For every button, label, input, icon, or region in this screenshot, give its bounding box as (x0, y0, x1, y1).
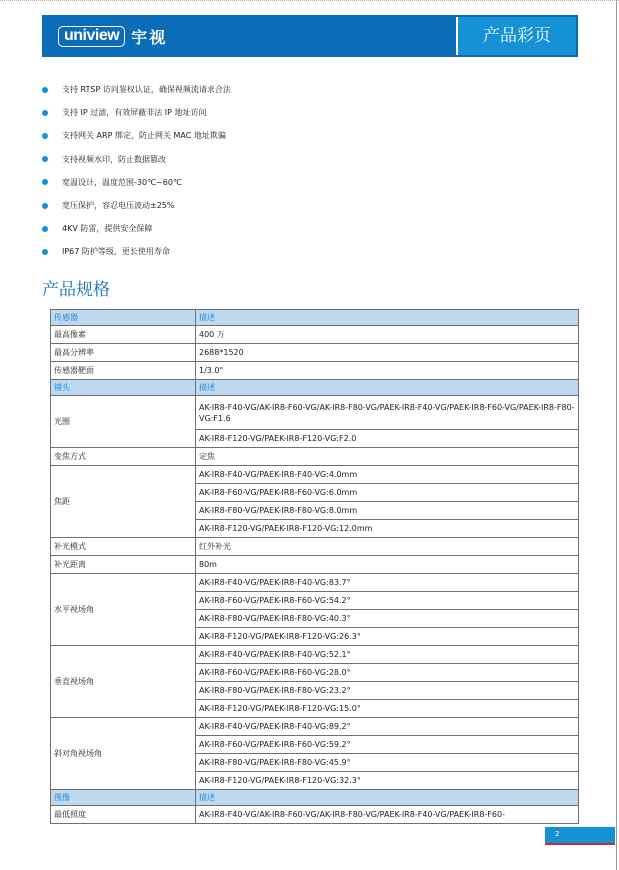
spec-value: 1/3.0" (196, 362, 579, 380)
table-header-cell: 描述 (196, 310, 579, 326)
feature-item (42, 124, 562, 147)
spec-value: AK-IR8-F40-VG/PAEK-IR8-F40-VG:4.0mm (196, 466, 579, 484)
page-number-bar (545, 827, 615, 844)
spec-value: AK-IR8-F60-VG/PAEK-IR8-F60-VG:54.2° (196, 592, 579, 610)
table-header-row (51, 790, 579, 806)
spec-label: 最高像素 (51, 326, 196, 344)
spec-value: AK-IR8-F40-VG/AK-IR8-F60-VG/AK-IR8-F80-VG/PAEK-IR8-F40-VG/PAEK-IR8-F60- (196, 806, 579, 824)
header-tab-product-brochure: 产品彩页 (456, 17, 576, 55)
table-header-cell: 描述 (196, 380, 579, 396)
header-banner (42, 15, 578, 57)
feature-text: 宽温设计，温度范围-30℃~60℃ (62, 177, 182, 187)
brand-logo (58, 25, 167, 48)
spec-value: 红外补光 (196, 538, 579, 556)
feature-text: 宽压保护，容忍电压波动±25% (62, 200, 175, 210)
table-row (51, 362, 579, 380)
spec-value: AK-IR8-F40-VG/PAEK-IR8-F40-VG:52.1° (196, 646, 579, 664)
table-row (51, 326, 579, 344)
feature-text: 支持 RTSP 访问鉴权认证，确保视频流请求合法 (62, 85, 231, 94)
spec-label: 斜对角视场角 (51, 718, 196, 790)
brand-name-cn: 宇视 (131, 28, 168, 47)
feature-item (42, 194, 562, 217)
table-row (51, 538, 579, 556)
table-row (51, 646, 579, 664)
spec-value: AK-IR8-F80-VG/PAEK-IR8-F80-VG:45.9° (196, 754, 579, 772)
table-row (51, 396, 579, 430)
bullet-dot-icon (42, 156, 48, 162)
table-header-cell: 描述 (196, 790, 579, 806)
section-title-specs: 产品规格 (42, 280, 110, 300)
page-top-border (0, 0, 619, 1)
table-row (51, 448, 579, 466)
table-row (51, 344, 579, 362)
bullet-dot-icon (42, 226, 48, 232)
spec-value: AK-IR8-F120-VG/PAEK-IR8-F120-VG:32.3° (196, 772, 579, 790)
spec-value: AK-IR8-F120-VG/PAEK-IR8-F120-VG:15.0° (196, 700, 579, 718)
table-row (51, 466, 579, 484)
bullet-dot-icon (42, 87, 48, 93)
page-number-underline (545, 843, 615, 845)
spec-value: AK-IR8-F60-VG/PAEK-IR8-F60-VG:28.0° (196, 664, 579, 682)
spec-value: AK-IR8-F80-VG/PAEK-IR8-F80-VG:8.0mm (196, 502, 579, 520)
page-number: 2 (555, 830, 560, 838)
spec-label: 水平视场角 (51, 574, 196, 646)
table-row (51, 556, 579, 574)
spec-value: AK-IR8-F120-VG/PAEK-IR8-F120-VG:F2.0 (196, 430, 579, 448)
feature-text: 4KV 防雷，提供安全保障 (62, 224, 153, 234)
feature-text: 支持网关 ARP 绑定，防止网关 MAC 地址欺骗 (62, 131, 226, 141)
feature-item (42, 78, 562, 101)
spec-label: 光圈 (51, 396, 196, 448)
feature-list (42, 78, 562, 264)
feature-item (42, 171, 562, 194)
spec-value: AK-IR8-F120-VG/PAEK-IR8-F120-VG:12.0mm (196, 520, 579, 538)
bullet-dot-icon (42, 133, 48, 139)
spec-value: AK-IR8-F80-VG/PAEK-IR8-F80-VG:23.2° (196, 682, 579, 700)
feature-item (42, 240, 562, 263)
spec-value: AK-IR8-F60-VG/PAEK-IR8-F60-VG:59.2° (196, 736, 579, 754)
feature-text: IP67 防护等级，更长使用寿命 (62, 247, 170, 257)
table-header-cell: 图像 (51, 790, 196, 806)
bullet-dot-icon (42, 179, 48, 185)
table-header-cell: 镜头 (51, 380, 196, 396)
spec-label: 垂直视场角 (51, 646, 196, 718)
feature-text: 支持视频水印，防止数据篡改 (62, 154, 166, 164)
feature-item (42, 101, 562, 124)
spec-label: 补光模式 (51, 538, 196, 556)
bullet-dot-icon (42, 249, 48, 255)
table-row (51, 718, 579, 736)
spec-value: AK-IR8-F40-VG/AK-IR8-F60-VG/AK-IR8-F80-VG/PAEK-IR8-F40-VG/PAEK-IR8-F60-VG/PAEK-IR8-F80-VG:F1.6 (196, 396, 579, 430)
uniview-logo: uniview (58, 26, 125, 47)
spec-value: AK-IR8-F60-VG/PAEK-IR8-F60-VG:6.0mm (196, 484, 579, 502)
spec-label: 变焦方式 (51, 448, 196, 466)
spec-value: AK-IR8-F120-VG/PAEK-IR8-F120-VG:26.3° (196, 628, 579, 646)
spec-value: 2688*1520 (196, 344, 579, 362)
spec-value: 定焦 (196, 448, 579, 466)
spec-label: 补光距离 (51, 556, 196, 574)
spec-label: 最高分辨率 (51, 344, 196, 362)
spec-value: 400 万 (196, 326, 579, 344)
feature-text: 支持 IP 过滤，有效屏蔽非法 IP 地址访问 (62, 108, 207, 118)
spec-label: 焦距 (51, 466, 196, 538)
spec-value: AK-IR8-F80-VG/PAEK-IR8-F80-VG:40.3° (196, 610, 579, 628)
page-right-border (616, 0, 617, 870)
table-header-row (51, 310, 579, 326)
table-header-row (51, 380, 579, 396)
spec-label: 传感器靶面 (51, 362, 196, 380)
table-header-cell: 传感器 (51, 310, 196, 326)
spec-label: 最低照度 (51, 806, 196, 824)
feature-item (42, 217, 562, 240)
spec-table (50, 309, 579, 824)
spec-value: 80m (196, 556, 579, 574)
spec-value: AK-IR8-F40-VG/PAEK-IR8-F40-VG:89.2° (196, 718, 579, 736)
spec-value: AK-IR8-F40-VG/PAEK-IR8-F40-VG:83.7° (196, 574, 579, 592)
feature-item (42, 148, 562, 171)
bullet-dot-icon (42, 203, 48, 209)
bullet-dot-icon (42, 110, 48, 116)
table-row (51, 806, 579, 824)
table-row (51, 574, 579, 592)
